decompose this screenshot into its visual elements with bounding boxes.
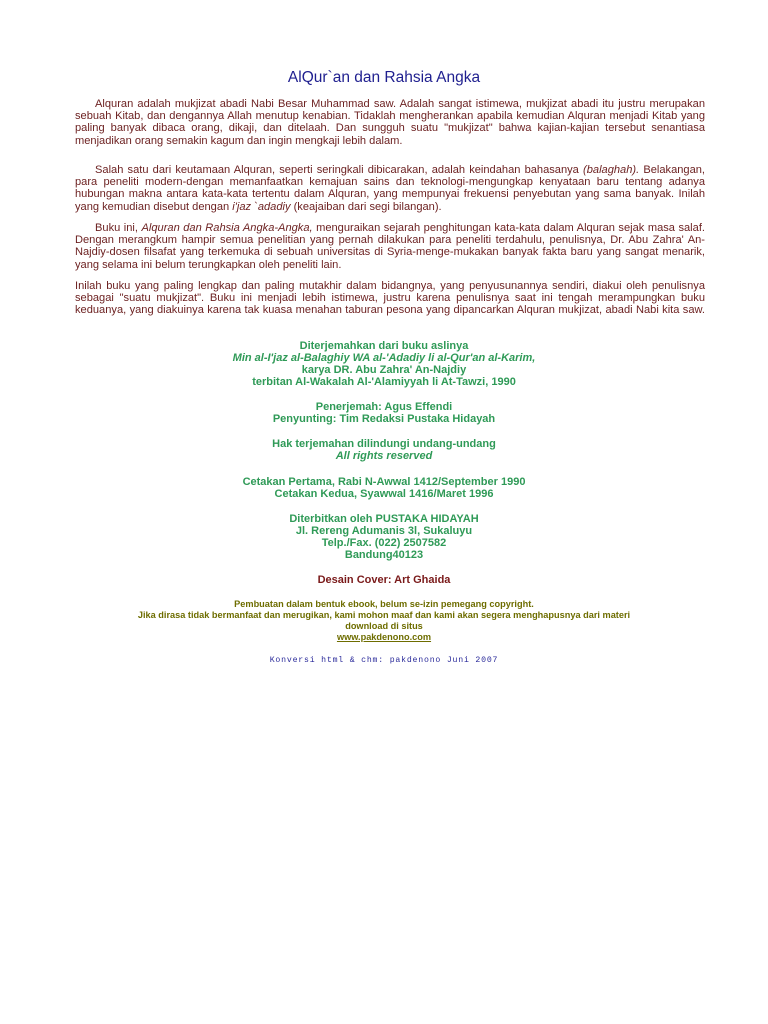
paragraph-2: [75, 164, 705, 213]
website-link[interactable]: www.pakdenono.com: [336, 632, 432, 642]
paragraph-2-text-c: (keajaiban dari segi bilangan).: [290, 200, 442, 213]
colophon-translator: Penerjemah: Agus Effendi: [315, 401, 453, 413]
cover-design-credit: Desain Cover: Art Ghaida: [317, 574, 451, 586]
colophon-rights-text: All rights reserved: [335, 450, 433, 462]
paragraph-1: [75, 98, 705, 147]
colophon-editor: Penyunting: Tim Redaksi Pustaka Hidayah: [272, 413, 496, 425]
paragraph-2-em-balaghah: (balaghah).: [583, 164, 640, 176]
colophon-original-title-text: Min al-I'jaz al-Balaghiy WA al-'Adadiy li al-Qur'an al-Karim,: [232, 352, 536, 364]
page-title: AlQur`an dan Rahsia Angka: [287, 69, 481, 86]
colophon-phone: Telp./Fax. (022) 2507582: [321, 537, 447, 549]
paragraph-3: [75, 222, 705, 271]
ebook-note-line-3: download di situs: [345, 621, 423, 631]
paragraph-2-text-a: Salah satu dari keutamaan Alquran, seperti seringkali dibicarakan, adalah keindahan bahasanya: [95, 164, 584, 176]
paragraph-3-text-b: menguraikan sejarah penghitungan kata-kata dalam Alquran sejak masa salaf. Dengan merangkum hampir semua penelitian yang pernah dilakukan para peneliti terdahulu, penulisnya, Dr. Abu Zahra' An-Najdiy-dosen filsafat yang terkemuka di sebuah universitas di Syria-menge-mukakan banyak fakta baru yang sangat menarik, yang selama ini belum terungkapkan oleh peneliti lain.: [75, 222, 705, 271]
colophon-copyright: Hak terjemahan dilindungi undang-undang: [272, 438, 496, 450]
colophon-publisher-original: terbitan Al-Wakalah Al-'Alamiyyah li At-Tawzi, 1990: [252, 376, 516, 388]
colophon-print-2: Cetakan Kedua, Syawwal 1416/Maret 1996: [274, 488, 494, 500]
conversion-note: Konversi html & chm: pakdenono Juni 2007: [269, 656, 499, 665]
ebook-note-link-line: [0, 632, 768, 643]
colophon-rights: [0, 450, 768, 462]
colophon-original-title: [0, 352, 768, 364]
paragraph-1-text: Alquran adalah mukjizat abadi Nabi Besar Muhammad saw. Adalah sangat istimewa, mukjizat abadi itu justru merupakan sebuah Kitab, dan dengannya Allah menutup kenabian. Tidaklah mengherankan apabila kemudian Alquran menjadi Kitab yang paling banyak dibaca orang, dikaji, dan ditelaah. Dan sungguh suatu "mukjizat" bahwa kajian-kajian tersebut senantiasa menjadikan orang semakin kagum dan ingin mengkaji lebih dalam.: [75, 98, 705, 147]
paragraph-4-text: Inilah buku yang paling lengkap dan paling mutakhir dalam bidangnya, yang penyusunannya sendiri, diakui oleh penulisnya sebagai "suatu mukjizat". Buku ini menjadi lebih istimewa, justru karena penulisnya saat ini tengah merampungkan buku keduanya, yang diakuinya karena tak kuasa menahan taburan pesona yang dipancarkan Alquran mukjizat, abadi Nabi kita saw.: [75, 280, 705, 317]
colophon-print-1: Cetakan Pertama, Rabi N-Awwal 1412/September 1990: [242, 476, 526, 488]
paragraph-3-text-a: Buku ini,: [95, 222, 142, 234]
ebook-note-line-1: Pembuatan dalam bentuk ebook, belum se-izin pemegang copyright.: [234, 599, 534, 609]
ebook-note-line-2: Jika dirasa tidak bermanfaat dan merugikan, kami mohon maaf dan kami akan segera menghapusnya dari materi: [137, 610, 631, 620]
colophon-published-by: Diterbitkan oleh PUSTAKA HIDAYAH: [289, 513, 479, 525]
paragraph-2-em-ijaz: i'jaz `adadiy: [232, 200, 291, 213]
paragraph-2-text-b: Belakangan, para peneliti modern-dengan memanfaatkan kemajuan sains dan teknologi-mengungkap kenyataan baru tentang adanya hubungan makna antara kata-kata tertentu dalam Alquran, yang mempunyai frekuensi penyebutan yang sama banyak. Inilah yang kemudian disebut dengan: [75, 164, 706, 213]
colophon-translated-from: Diterjemahkan dari buku aslinya: [299, 340, 469, 352]
paragraph-4: [75, 280, 705, 317]
paragraph-3-em-title: Alquran dan Rahsia Angka-Angka,: [141, 222, 313, 234]
colophon-address: Jl. Rereng Adumanis 3l, Sukaluyu: [295, 525, 473, 537]
colophon-author: karya DR. Abu Zahra' An-Najdiy: [301, 364, 467, 376]
colophon-city: Bandung40123: [344, 549, 424, 561]
